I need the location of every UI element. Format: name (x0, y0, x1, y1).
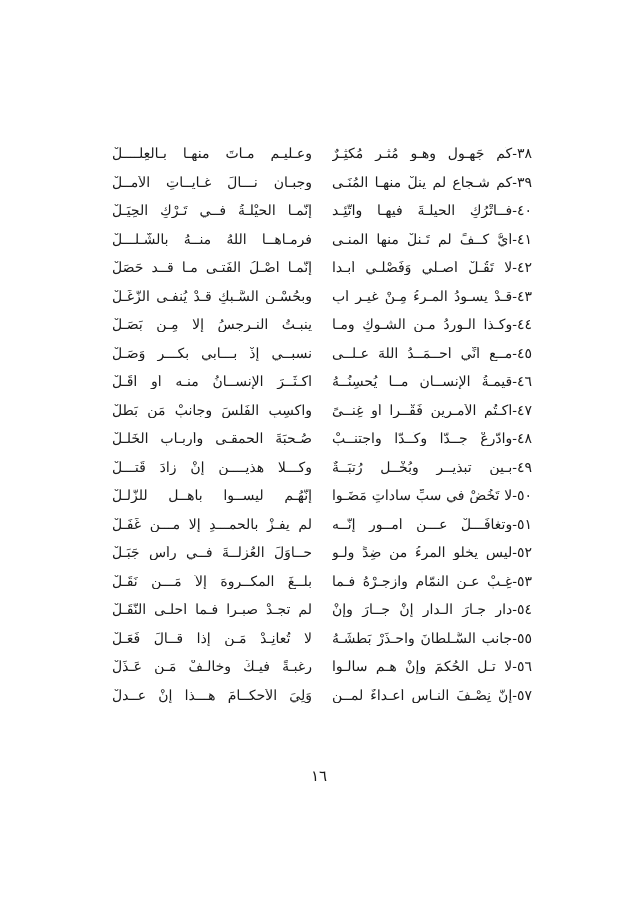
verse-57 (112, 682, 532, 711)
verse-53 (112, 568, 532, 597)
verse-47 (112, 397, 532, 426)
verse-41-second-hemistich: فرمـاهــا اللهُ منــهُ بالشَّـلَـــلْ (112, 232, 312, 247)
page-number: ١٦ (310, 767, 328, 785)
verse-50-second-hemistich: إنّهُـم ليســوا بأهــلٍ للزَّلَـلْ (112, 489, 312, 504)
verse-50 (112, 482, 532, 511)
verse-56-second-hemistich: رغبـةً فيـكَ وخالـفْ مَـن عَـذَلْ (112, 660, 312, 675)
verse-49-second-hemistich: وكـــلا هذيــــنِ إنْ زادَ قَتـــلْ (112, 460, 312, 475)
verse-44 (112, 311, 532, 340)
verse-42-second-hemistich: إنّمـا أصْـلُ الفَتـى مـا قــد حَصَلْ (112, 261, 312, 276)
verse-52-second-hemistich: حــاوَلَ العُزلَــةَ فــي رأسِ جَبَـلْ (112, 546, 312, 561)
verse-47-second-hemistich: واكسِبِ الفَلْسَ وجانبْ مَن بَطَلْ (112, 403, 312, 418)
verse-45-second-hemistich: نسبــي إذْ بـــأبي بكـــرٍ وَصَـلْ (112, 346, 312, 361)
verse-57-second-hemistich: وَلِيَ الأحكــامَ هـــذا إنْ عــدلْ (112, 688, 312, 703)
verse-38 (112, 140, 532, 169)
verse-43 (112, 283, 532, 312)
verse-40-second-hemistich: إنّمـا الحيْلـةُ فــي تَـرْكِ الحِيَـلْ (112, 204, 312, 219)
verse-41-first-hemistich: ٤١-أيُّ كــفٍّ لم تَـنلْ منها المنـى (332, 232, 532, 247)
verse-46-second-hemistich: أكـثَــرَ الإنســانُ منـه أو أقَـلْ (112, 375, 312, 390)
verse-57-first-hemistich: ٥٧-إنَّ نِصْـفَ النـاسِ أعـداءٌ لمــن (332, 688, 532, 703)
verse-39 (112, 169, 532, 198)
verse-40-first-hemistich: ٤٠-فــاتْرُكِ الحيلـةَ فيهـا واتَّئِـد (332, 204, 532, 219)
verse-47-first-hemistich: ٤٧-أُكـتُمِ الأمـرينِ فَقْــراً أو غِنــىً (332, 403, 532, 418)
verse-52 (112, 539, 532, 568)
verse-38-second-hemistich: وعـليـمٍ مـاتَ منهـا بـالعِلَــــلْ (112, 147, 312, 162)
verse-41 (112, 226, 532, 255)
verse-54-first-hemistich: ٥٤-دارِ جـارَ الـدارِ إنْ جــارَ وإنْ (332, 603, 532, 618)
verse-44-second-hemistich: ينبـتُ النـرجِسُ إلا مِـن بَصَـلْ (112, 318, 312, 333)
verse-38-first-hemistich: ٣٨-كَم جَهـولٍ وهـو مُثـرٍ مُكْثِـرٌ (332, 147, 532, 162)
verse-51 (112, 511, 532, 540)
verse-54 (112, 596, 532, 625)
poem (112, 140, 532, 710)
verse-49 (112, 454, 532, 483)
verse-45 (112, 340, 532, 369)
verse-46 (112, 368, 532, 397)
verse-39-second-hemistich: وجبـانٍ نـــالَ غـايــاتِ الأمــلْ (112, 175, 312, 190)
verse-46-first-hemistich: ٤٦-قيمـةُ الإنســانِ مــا يُحسِنُــهُ (332, 375, 532, 390)
verse-56 (112, 653, 532, 682)
verse-45-first-hemistich: ٤٥-مــع أنِّي أحــمَــدُ اللهَ عـلــى (332, 346, 532, 361)
verse-42 (112, 254, 532, 283)
verse-54-second-hemistich: لم تجـدْ صبـراً فـما أحلـى النُّقَـلْ (112, 603, 312, 618)
verse-49-first-hemistich: ٤٩-بـين تبذيــرٍ وبُخْــلٍ رُتبَــةٌ (332, 460, 532, 475)
verse-55 (112, 625, 532, 654)
verse-44-first-hemistich: ٤٤-وكـذا الـوردُ مـن الشـوكِ ومـا (332, 318, 532, 333)
verse-56-first-hemistich: ٥٦-لا تـلِ الحُكمَ وإنْ هـم سألـوا (332, 660, 532, 675)
verse-48 (112, 425, 532, 454)
verse-42-first-hemistich: ٤٢-لا تَقُـلْ أصـلي وَفَصْلـي أبـداً (332, 261, 532, 276)
verse-40 (112, 197, 532, 226)
verse-52-first-hemistich: ٥٢-ليس يخلو المرءُ من ضِدٍّ ولـو (332, 546, 532, 561)
verse-53-first-hemistich: ٥٣-غِـبْ عـن النمّامِ وازجـرْهُ فـما (332, 574, 532, 589)
verse-51-first-hemistich: ٥١-وتغافَـــلْ عـــن أمــورٍ إنّــه (332, 517, 532, 532)
verse-48-first-hemistich: ٤٨-وادّرِعْ جِــدّاً وكَــدّاً واجتنــبْ (332, 432, 532, 447)
verse-43-first-hemistich: ٤٣-قـدْ يسـودُ المـرءُ مِـنْ غيـرِ أبٍ (332, 289, 532, 304)
verse-39-first-hemistich: ٣٩-كم شـجاعٍ لم ينلْ منهـا المُنَـى (332, 175, 532, 190)
verse-55-second-hemistich: لا تُعانِـدْ مَـن إذا قــالَ فَعَـلْ (112, 631, 312, 646)
verse-55-first-hemistich: ٥٥-جانبِ السُّـلْطانَ واحـذَرْ بَطْشَـهُ (332, 631, 532, 646)
verse-48-second-hemistich: صُـحبَةَ الحمقـى وأربـابِ الخَلَـلْ (112, 432, 312, 447)
verse-51-second-hemistich: لم يفـزْ بالحمـــدِ إلا مـــن غَفَـلْ (112, 517, 312, 532)
verse-50-first-hemistich: ٥٠-لا تَخُضْ في سبِّ ساداتٍ مَضَـوا (332, 489, 532, 504)
verse-43-second-hemistich: وبحُسْـنِ السَّـبكِ قـدْ يُنفـى الزَّغَـلْ (112, 289, 312, 304)
verse-53-second-hemistich: بلَّــغَ المكــروهَ إلاّ مَـــن نَقَـلْ (112, 574, 312, 589)
